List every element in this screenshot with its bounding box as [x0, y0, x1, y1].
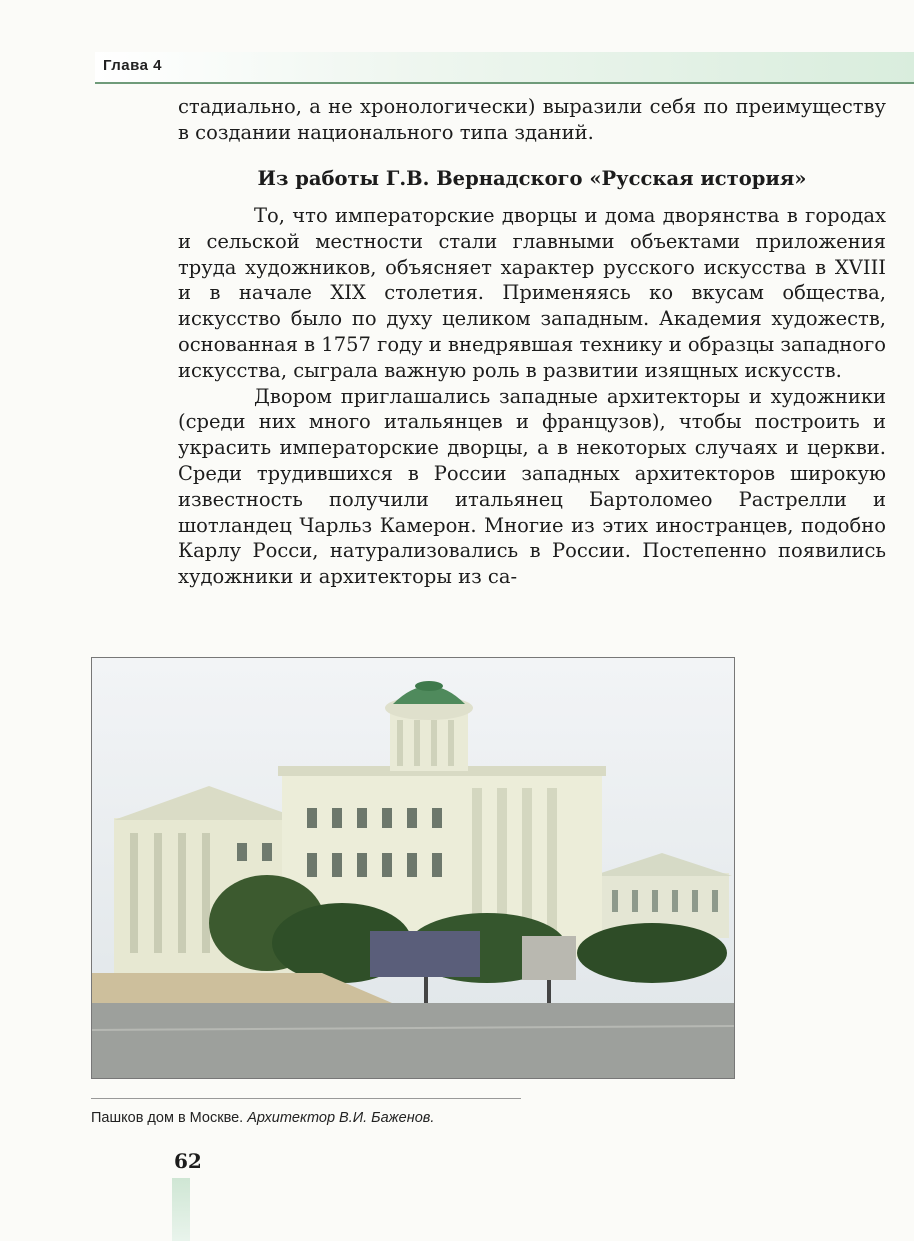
- pashkov-house-photo: [91, 657, 735, 1079]
- caption-divider: [91, 1098, 521, 1099]
- building-illustration: [92, 658, 734, 1078]
- quote-title: Из работы Г.В. Вернадского «Русская история»: [257, 167, 807, 190]
- quote-paragraph-2: Двором приглашались западные архитекторы и художники (среди них много итальянцев и французов), чтобы построить и украсить императорские дворцы, а в некоторых случаях и церкви. Среди трудившихся в России западных архитекторов широкую известность получили итальянец Бартоломео Растрелли и шотландец Чарльз Камерон. Многие из этих иностранцев, подобно Карлу Росси, натурализовались в России. Постепенно появились художники и архитекторы из са-: [178, 384, 886, 589]
- chapter-label: Глава 4: [103, 57, 163, 74]
- page-number: 62: [174, 1149, 202, 1173]
- quote-paragraph-1: То, что императорские дворцы и дома дворянства в городах и сельской местности стали главными объектами приложения труда художников, объясняет характер русского искусства в XVIII и в начале XIX столетия. Применяясь ко вкусам общества, искусство было по духу целиком западным. Академия художеств, основанная в 1757 году и внедрявшая технику и образцы западного искусства, сыграла важную роль в развитии изящных искусств.: [178, 204, 886, 382]
- figure-caption: [91, 1110, 434, 1126]
- chapter-header: [95, 52, 914, 84]
- caption-italic: Архитектор В.И. Баженов.: [247, 1110, 435, 1126]
- margin-strip: [172, 1178, 190, 1241]
- continuation-paragraph: [178, 94, 886, 146]
- continuation-text: стадиально, а не хронологически) выразили себя по преимуществу в создании национального типа зданий.: [178, 95, 886, 144]
- quote-body: [178, 203, 886, 590]
- caption-plain: Пашков дом в Москве.: [91, 1110, 248, 1126]
